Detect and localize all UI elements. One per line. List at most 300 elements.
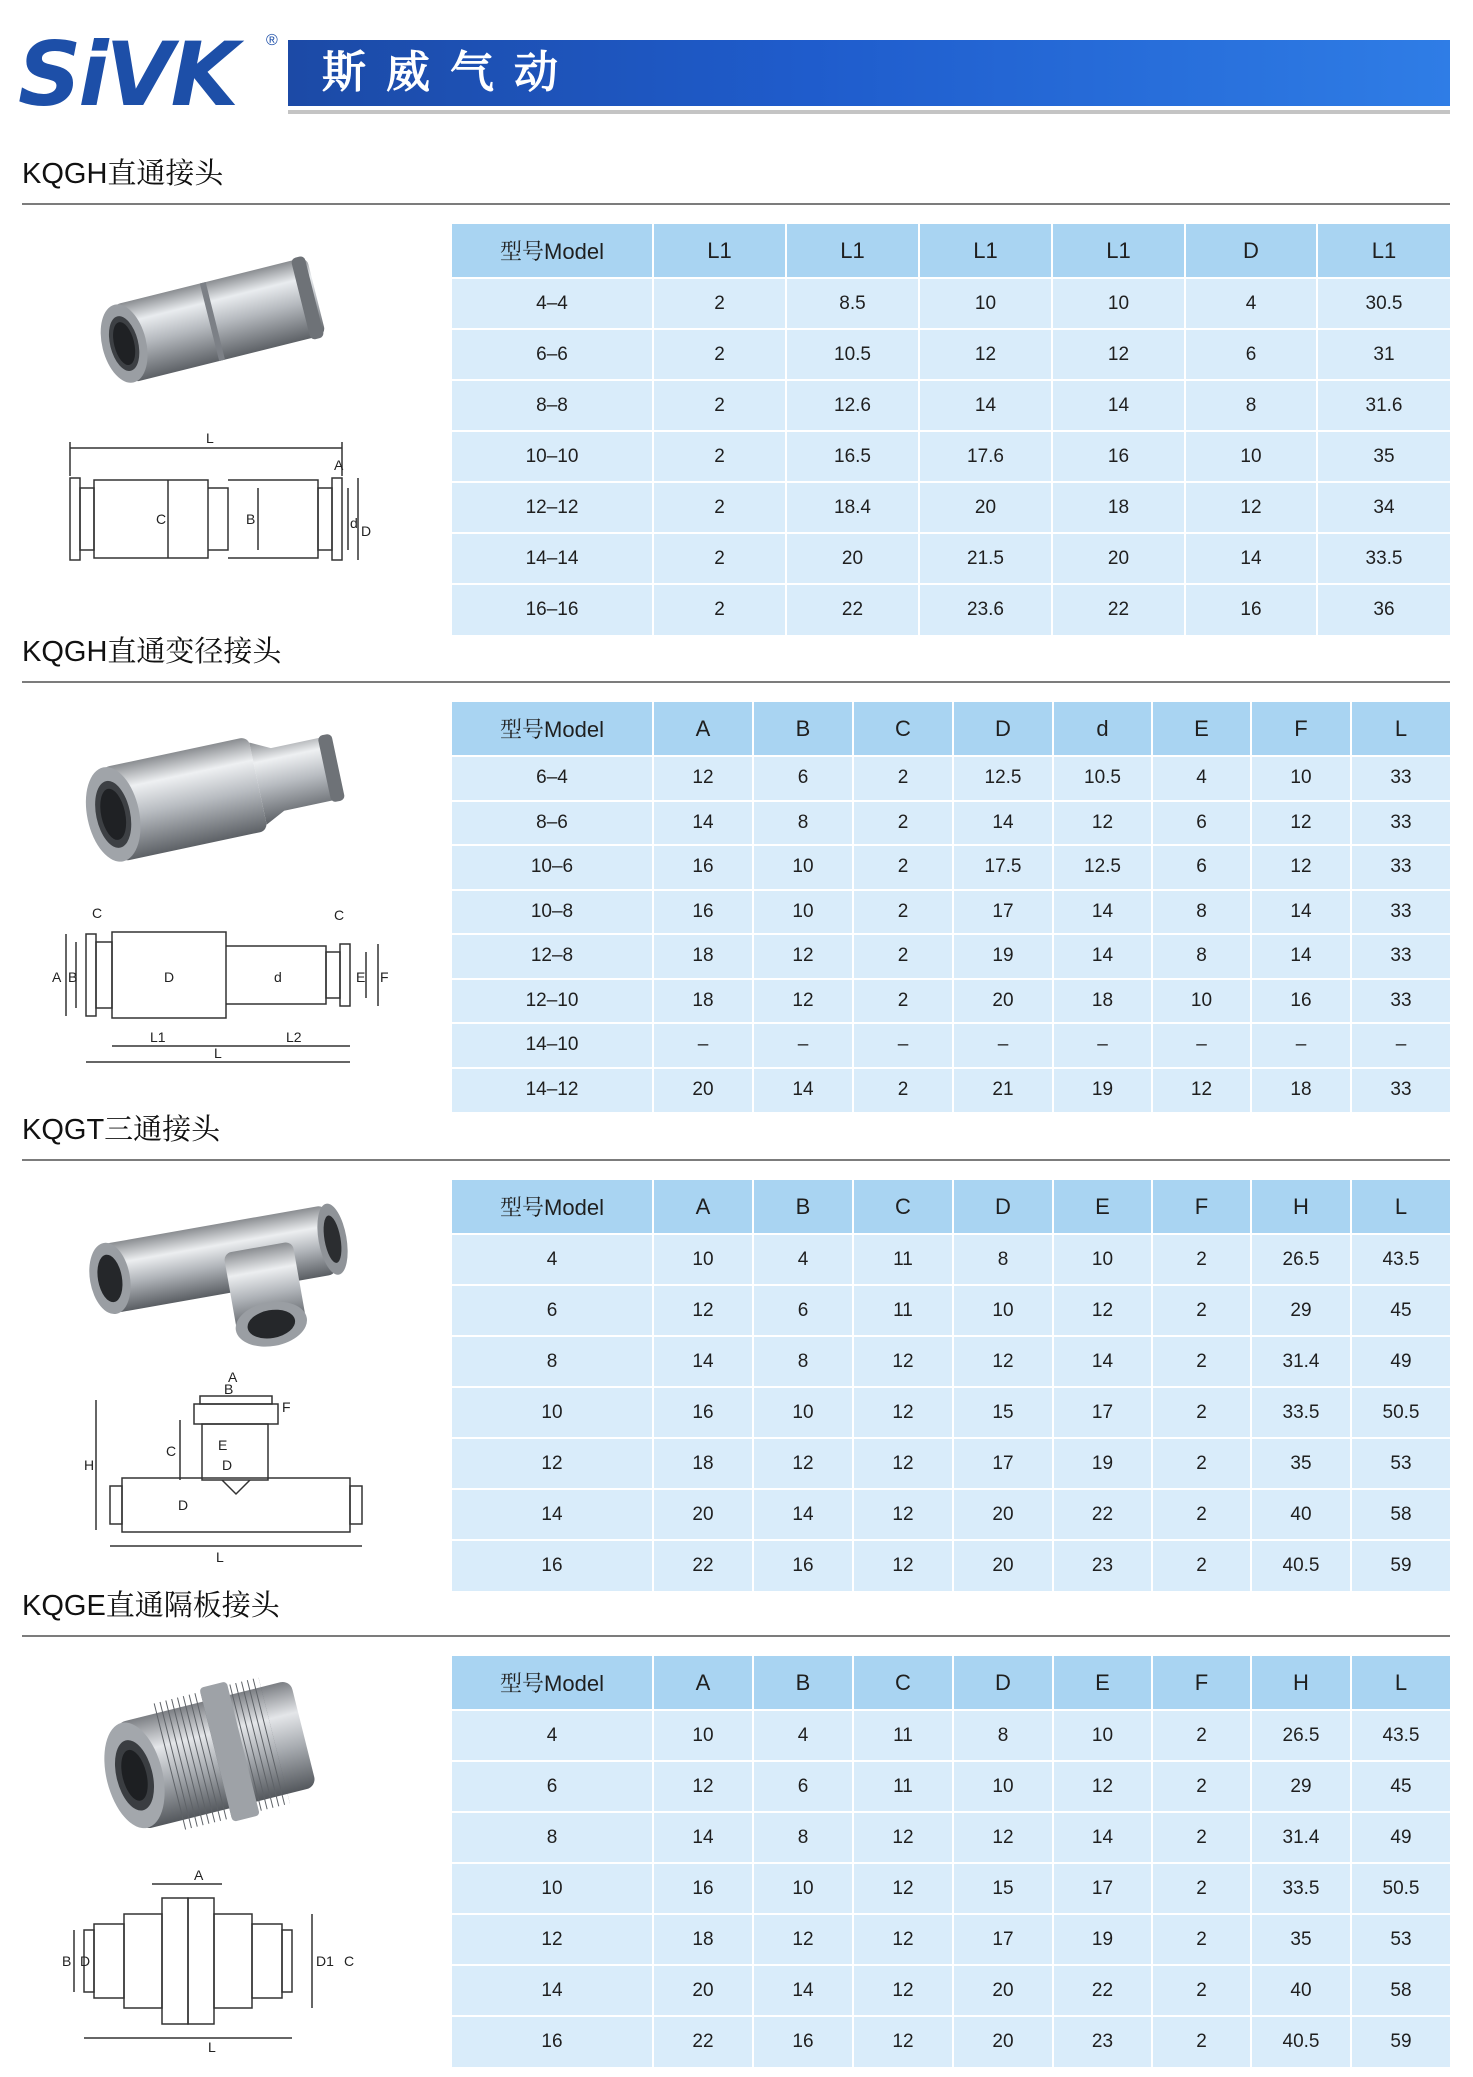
col-header: C (853, 702, 953, 756)
table-cell: 6 (753, 756, 853, 801)
table-cell: 12 (853, 1438, 953, 1489)
table-cell: – (753, 1023, 853, 1068)
table-cell: 12 (1185, 482, 1317, 533)
drawing-label: A (52, 969, 62, 985)
table-cell: 8 (1152, 934, 1251, 979)
table-cell: 22 (1053, 1489, 1152, 1540)
table-cell: 17.6 (919, 431, 1052, 482)
col-header: 型号Model (452, 702, 653, 756)
table-cell: 16 (653, 1863, 753, 1914)
table-cell: – (1251, 1023, 1351, 1068)
table-row (452, 278, 1450, 329)
col-header: B (753, 702, 853, 756)
table-cell: 16.5 (786, 431, 919, 482)
table-cell: 12 (953, 1336, 1053, 1387)
table-cell: 14 (1251, 934, 1351, 979)
table-cell: 2 (1152, 1438, 1251, 1489)
drawing-label: B (68, 969, 78, 985)
drawing-label: H (84, 1457, 95, 1473)
table-cell: 4–4 (452, 278, 653, 329)
spec-table-kqgh-reducer (452, 702, 1450, 1112)
table-cell: 8 (452, 1812, 653, 1863)
col-header: L1 (786, 224, 919, 278)
kqge-bulkhead-photo (96, 1660, 336, 1850)
table-cell: 40 (1251, 1965, 1351, 2016)
col-header: L1 (919, 224, 1052, 278)
table-cell: 12 (853, 1812, 953, 1863)
table-cell: 12 (653, 1761, 753, 1812)
table-cell: 40 (1251, 1489, 1351, 1540)
col-header: E (1053, 1180, 1152, 1234)
table-cell: 33 (1351, 756, 1450, 801)
table-cell: 2 (1152, 1285, 1251, 1336)
table-cell: 33 (1351, 801, 1450, 846)
table-cell: 2 (1152, 1812, 1251, 1863)
table-cell: 10 (753, 890, 853, 935)
table-row (452, 934, 1450, 979)
kqgh-union-drawing (58, 428, 398, 588)
drawing-label: L (214, 1045, 222, 1061)
col-header: A (653, 702, 753, 756)
table-cell: 10 (1152, 979, 1251, 1024)
table-cell: – (1351, 1023, 1450, 1068)
drawing-label: A (194, 1868, 204, 1883)
col-header: B (753, 1180, 853, 1234)
table-cell: 18 (1251, 1068, 1351, 1113)
table-cell: 14 (753, 1965, 853, 2016)
table-cell: 29 (1251, 1761, 1351, 1812)
kqgh-reducer-photo (68, 708, 368, 868)
table-cell: 34 (1317, 482, 1450, 533)
drawing-label: A (228, 1370, 238, 1385)
table-cell: – (853, 1023, 953, 1068)
table-cell: 23.6 (919, 584, 1052, 635)
table-cell: 33.5 (1251, 1863, 1351, 1914)
table-cell: 12 (1053, 1761, 1152, 1812)
drawing-label: D (178, 1497, 189, 1513)
table-cell: 49 (1351, 1812, 1450, 1863)
table-cell: 10 (1052, 278, 1185, 329)
table-cell: 2 (1152, 1540, 1251, 1591)
col-header: L (1351, 1656, 1450, 1710)
table-cell: 12 (753, 979, 853, 1024)
table-cell: 50.5 (1351, 1863, 1450, 1914)
table-cell: 36 (1317, 584, 1450, 635)
table-cell: 58 (1351, 1489, 1450, 1540)
table-cell: 43.5 (1351, 1234, 1450, 1285)
table-cell: 2 (1152, 1761, 1251, 1812)
spec-table-kqgh-union (452, 224, 1450, 635)
table-cell: 33 (1351, 979, 1450, 1024)
table-cell: 8 (1152, 890, 1251, 935)
table-cell: – (653, 1023, 753, 1068)
table-cell: 12 (1251, 801, 1351, 846)
table-cell: 22 (653, 2016, 753, 2067)
table-cell: 12 (452, 1438, 653, 1489)
table-cell: 35 (1317, 431, 1450, 482)
table-cell: 18 (1052, 482, 1185, 533)
table-cell: 2 (1152, 2016, 1251, 2067)
table-cell: – (953, 1023, 1053, 1068)
col-header: C (853, 1656, 953, 1710)
table-cell: 12 (1053, 1285, 1152, 1336)
table-cell: 12.6 (786, 380, 919, 431)
table-cell: 2 (1152, 1489, 1251, 1540)
table-row (452, 584, 1450, 635)
table-cell: 16 (1251, 979, 1351, 1024)
table-cell: 20 (653, 1068, 753, 1113)
table-cell: 14–12 (452, 1068, 653, 1113)
table-cell: 8–6 (452, 801, 653, 846)
kqgh-union-photo (88, 240, 348, 390)
table-cell: 2 (853, 979, 953, 1024)
table-cell: 2 (1152, 1965, 1251, 2016)
table-cell: 33 (1351, 845, 1450, 890)
table-cell: 18 (653, 1914, 753, 1965)
table-cell: 8 (953, 1710, 1053, 1761)
table-cell: 6 (753, 1285, 853, 1336)
table-cell: 20 (919, 482, 1052, 533)
col-header: L1 (653, 224, 786, 278)
table-cell: 12.5 (1053, 845, 1152, 890)
table-row (452, 431, 1450, 482)
table-cell: 11 (853, 1285, 953, 1336)
col-header: H (1251, 1656, 1351, 1710)
table-row (452, 2016, 1450, 2067)
table-row (452, 1387, 1450, 1438)
table-cell: 33.5 (1251, 1387, 1351, 1438)
table-cell: 35 (1251, 1914, 1351, 1965)
table-cell: 16 (653, 1387, 753, 1438)
table-cell: 14 (953, 801, 1053, 846)
table-cell: 10 (753, 845, 853, 890)
table-cell: 10 (452, 1387, 653, 1438)
col-header: L1 (1052, 224, 1185, 278)
table-cell: 8 (753, 1336, 853, 1387)
table-row (452, 1710, 1450, 1761)
table-cell: 53 (1351, 1914, 1450, 1965)
table-row (452, 756, 1450, 801)
table-cell: 17 (953, 1914, 1053, 1965)
table-cell: 10.5 (1053, 756, 1152, 801)
table-cell: 16 (1185, 584, 1317, 635)
col-header: F (1251, 702, 1351, 756)
table-cell: 31.6 (1317, 380, 1450, 431)
table-cell: 2 (653, 380, 786, 431)
table-cell: 20 (786, 533, 919, 584)
table-cell: 4 (1185, 278, 1317, 329)
drawing-label: d (350, 515, 358, 531)
table-cell: 20 (953, 979, 1053, 1024)
drawing-label: d (274, 969, 282, 985)
header-banner (288, 40, 1450, 106)
table-cell: 20 (953, 1540, 1053, 1591)
table-cell: 14 (653, 801, 753, 846)
table-cell: 20 (1052, 533, 1185, 584)
table-cell: 2 (653, 431, 786, 482)
table-cell: 2 (853, 845, 953, 890)
table-cell: 12 (853, 1336, 953, 1387)
table-cell: 14 (1251, 890, 1351, 935)
table-cell: 2 (1152, 1234, 1251, 1285)
drawing-label: E (356, 969, 366, 985)
col-header: A (653, 1180, 753, 1234)
table-cell: 12 (853, 1489, 953, 1540)
drawing-label: C (344, 1953, 355, 1969)
table-cell: 23 (1053, 2016, 1152, 2067)
table-cell: 17 (953, 1438, 1053, 1489)
table-cell: 12 (452, 1914, 653, 1965)
table-cell: 58 (1351, 1965, 1450, 2016)
table-cell: 12 (753, 1438, 853, 1489)
table-cell: 12 (1053, 801, 1152, 846)
table-cell: 14 (1053, 890, 1152, 935)
table-cell: 12 (1052, 329, 1185, 380)
table-cell: 10–6 (452, 845, 653, 890)
table-cell: 14–10 (452, 1023, 653, 1068)
banner-title: 斯威气动 (322, 47, 578, 98)
table-cell: 12 (853, 2016, 953, 2067)
table-cell: 40.5 (1251, 2016, 1351, 2067)
table-cell: 8–8 (452, 380, 653, 431)
section-title: KQGH直通变径接头 (22, 636, 282, 668)
col-header: A (653, 1656, 753, 1710)
table-cell: – (1053, 1023, 1152, 1068)
section-rule (22, 1635, 1450, 1637)
table-cell: 10 (1185, 431, 1317, 482)
table-cell: 16 (452, 1540, 653, 1591)
drawing-label: D (222, 1457, 233, 1473)
table-row (452, 1438, 1450, 1489)
table-cell: 14 (1053, 1336, 1152, 1387)
table-cell: 14 (653, 1812, 753, 1863)
section-title: KQGT三通接头 (22, 1114, 221, 1146)
col-header: L (1351, 702, 1450, 756)
table-cell: 2 (853, 1068, 953, 1113)
brand-logo (18, 23, 278, 126)
col-header: 型号Model (452, 1656, 653, 1710)
table-cell: 6–4 (452, 756, 653, 801)
table-cell: 4 (452, 1710, 653, 1761)
table-cell: 10 (753, 1863, 853, 1914)
table-cell: 12.5 (953, 756, 1053, 801)
table-cell: 50.5 (1351, 1387, 1450, 1438)
col-header: D (953, 702, 1053, 756)
table-header-row (452, 1180, 1450, 1234)
table-cell: 16 (753, 1540, 853, 1591)
col-header: F (1152, 1180, 1251, 1234)
table-cell: 18 (653, 934, 753, 979)
table-cell: 11 (853, 1761, 953, 1812)
col-header: D (953, 1656, 1053, 1710)
table-cell: 2 (653, 278, 786, 329)
table-cell: 14 (753, 1068, 853, 1113)
table-cell: 12 (853, 1863, 953, 1914)
table-cell: 16–16 (452, 584, 653, 635)
table-cell: 20 (953, 1489, 1053, 1540)
table-cell: 16 (1052, 431, 1185, 482)
table-row (452, 845, 1450, 890)
table-row (452, 533, 1450, 584)
table-cell: 15 (953, 1863, 1053, 1914)
table-cell: 33 (1351, 890, 1450, 935)
drawing-label: B (246, 511, 256, 527)
spec-table-kqge-bulkhead (452, 1656, 1450, 2067)
col-header: D (1185, 224, 1317, 278)
col-header: E (1152, 702, 1251, 756)
table-cell: 12 (953, 1812, 1053, 1863)
table-cell: 2 (653, 584, 786, 635)
table-cell: 20 (653, 1489, 753, 1540)
table-cell: 33 (1351, 934, 1450, 979)
table-cell: 12 (853, 1540, 953, 1591)
col-header: L1 (1317, 224, 1450, 278)
table-cell: 8 (753, 801, 853, 846)
table-row (452, 1285, 1450, 1336)
table-cell: 18 (1053, 979, 1152, 1024)
table-cell: 40.5 (1251, 1540, 1351, 1591)
table-cell: 10 (953, 1285, 1053, 1336)
table-cell: 12 (1152, 1068, 1251, 1113)
table-cell: 8 (753, 1812, 853, 1863)
table-cell: 2 (653, 482, 786, 533)
kqge-bulkhead-drawing (62, 1868, 382, 2058)
table-cell: 12–12 (452, 482, 653, 533)
table-cell: 12 (919, 329, 1052, 380)
table-cell: 12–10 (452, 979, 653, 1024)
table-cell: 21.5 (919, 533, 1052, 584)
table-cell: 17 (1053, 1387, 1152, 1438)
table-cell: 20 (653, 1965, 753, 2016)
logo-text: SiVK (18, 23, 236, 126)
table-cell: 12 (753, 1914, 853, 1965)
table-row (452, 1761, 1450, 1812)
table-row (452, 979, 1450, 1024)
table-cell: 10.5 (786, 329, 919, 380)
table-cell: 18 (653, 1438, 753, 1489)
table-row (452, 801, 1450, 846)
table-cell: 2 (1152, 1914, 1251, 1965)
drawing-label: L (206, 430, 214, 446)
table-row (452, 1812, 1450, 1863)
table-row (452, 890, 1450, 935)
table-cell: 19 (1053, 1068, 1152, 1113)
table-cell: 17 (1053, 1863, 1152, 1914)
table-cell: 10 (653, 1234, 753, 1285)
table-cell: 12 (1251, 845, 1351, 890)
table-cell: 22 (1052, 584, 1185, 635)
table-cell: 11 (853, 1234, 953, 1285)
section-rule (22, 203, 1450, 205)
drawing-label: L1 (150, 1029, 166, 1045)
table-cell: 59 (1351, 2016, 1450, 2067)
drawing-label: F (282, 1399, 291, 1415)
drawing-label: B (224, 1381, 234, 1397)
table-cell: 12 (853, 1387, 953, 1438)
table-cell: 12 (853, 1914, 953, 1965)
drawing-label: D (80, 1953, 91, 1969)
drawing-label: F (380, 969, 389, 985)
table-cell: 8 (452, 1336, 653, 1387)
table-cell: 17.5 (953, 845, 1053, 890)
table-cell: 43.5 (1351, 1710, 1450, 1761)
table-cell: 10 (919, 278, 1052, 329)
table-cell: 12–8 (452, 934, 653, 979)
table-cell: 2 (853, 801, 953, 846)
col-header: C (853, 1180, 953, 1234)
table-cell: 6 (1152, 801, 1251, 846)
table-cell: 49 (1351, 1336, 1450, 1387)
col-header: B (753, 1656, 853, 1710)
drawing-label: L (208, 2039, 216, 2055)
banner-underline (288, 110, 1450, 114)
table-cell: 11 (853, 1710, 953, 1761)
table-row (452, 1023, 1450, 1068)
table-cell: 20 (953, 1965, 1053, 2016)
drawing-label: C (334, 907, 345, 923)
table-cell: 18.4 (786, 482, 919, 533)
table-cell: 10 (753, 1387, 853, 1438)
table-cell: 31.4 (1251, 1336, 1351, 1387)
drawing-label: D (164, 969, 175, 985)
table-cell: 14 (653, 1336, 753, 1387)
table-cell: 33.5 (1317, 533, 1450, 584)
table-cell: 2 (1152, 1387, 1251, 1438)
table-cell: – (1152, 1023, 1251, 1068)
table-row (452, 1540, 1450, 1591)
table-cell: 2 (1152, 1710, 1251, 1761)
col-header: D (953, 1180, 1053, 1234)
table-cell: 14 (1053, 1812, 1152, 1863)
drawing-label: L (216, 1549, 224, 1565)
col-header: d (1053, 702, 1152, 756)
table-cell: 12 (853, 1965, 953, 2016)
table-cell: 14 (452, 1489, 653, 1540)
section-title: KQGH直通接头 (22, 158, 224, 190)
table-cell: 14 (919, 380, 1052, 431)
table-cell: 19 (953, 934, 1053, 979)
table-cell: 4 (753, 1710, 853, 1761)
table-cell: 16 (452, 2016, 653, 2067)
table-cell: 8.5 (786, 278, 919, 329)
drawing-label: D1 (316, 1953, 334, 1969)
table-cell: 20 (953, 2016, 1053, 2067)
table-cell: 12 (753, 934, 853, 979)
table-cell: 26.5 (1251, 1234, 1351, 1285)
table-cell: 31 (1317, 329, 1450, 380)
table-cell: 30.5 (1317, 278, 1450, 329)
table-row (452, 329, 1450, 380)
table-cell: 45 (1351, 1761, 1450, 1812)
table-row (452, 1489, 1450, 1540)
table-cell: 14 (452, 1965, 653, 2016)
table-cell: 6 (452, 1285, 653, 1336)
kqgh-reducer-drawing (46, 896, 406, 1076)
table-cell: 14 (1052, 380, 1185, 431)
table-cell: 53 (1351, 1438, 1450, 1489)
table-cell: 14 (1185, 533, 1317, 584)
table-cell: 31.4 (1251, 1812, 1351, 1863)
col-header: E (1053, 1656, 1152, 1710)
table-cell: 12 (653, 756, 753, 801)
col-header: L (1351, 1180, 1450, 1234)
kqgt-tee-photo (76, 1184, 366, 1354)
table-cell: 4 (452, 1234, 653, 1285)
table-cell: 45 (1351, 1285, 1450, 1336)
table-row (452, 380, 1450, 431)
table-cell: 2 (1152, 1863, 1251, 1914)
drawing-label: D (361, 523, 372, 539)
